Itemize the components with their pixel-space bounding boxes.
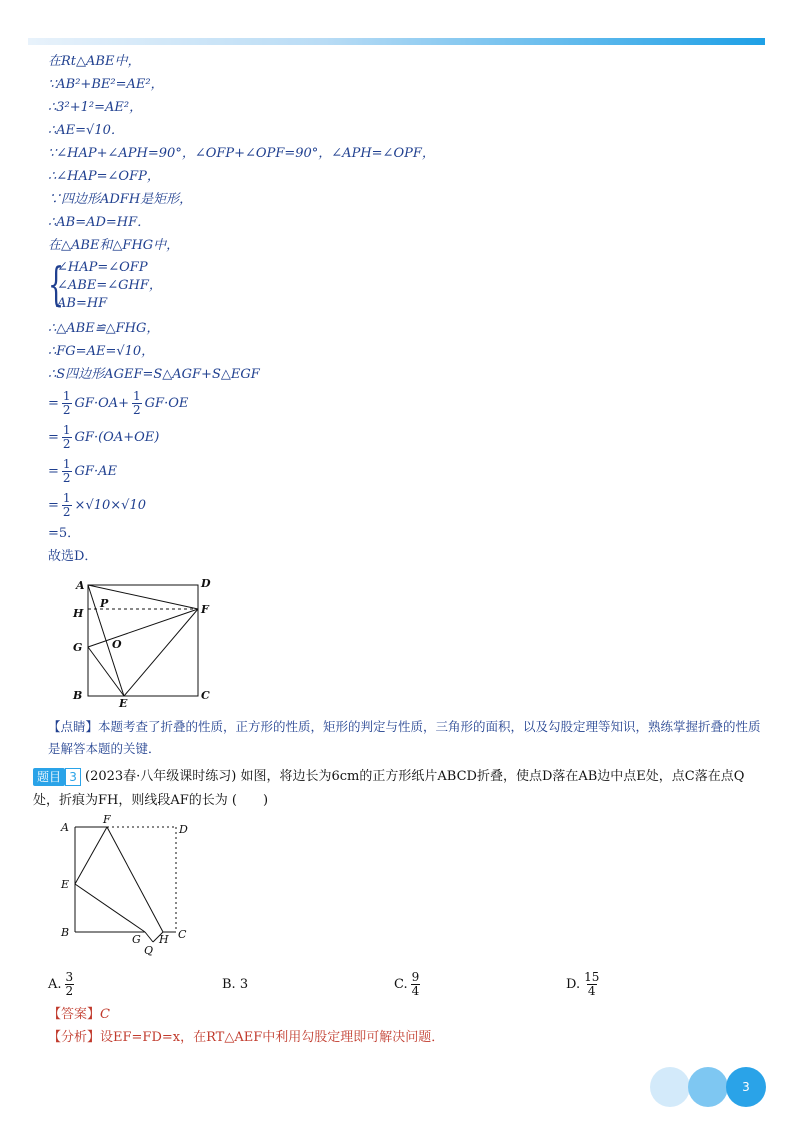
solution-line: ∴∠HAP=∠OFP， [48, 169, 160, 184]
solution-line: ∴S四边形AGEF=S△AGF+S△EGF [48, 367, 260, 382]
question-3 [33, 765, 768, 813]
label-b: B [73, 689, 83, 702]
analysis-tag: 【分析】 [48, 1030, 101, 1045]
question-text: (2023春·八年级课时练习) 如图，将边长为6cm的正方形纸片ABCD折叠，使点D落在AB边中点E处，点C落在点Q处，折痕为FH，则线段AF的长为 ( ) [33, 769, 745, 808]
label-h: H [73, 607, 84, 620]
answer-value: C [100, 1007, 110, 1022]
label-e: E [119, 697, 128, 710]
solution-block [48, 50, 768, 568]
condition-line: ∠ABE=∠GHF， [57, 278, 162, 293]
key-point-note [48, 716, 768, 760]
label-f: F [201, 603, 209, 616]
label-g: G [73, 641, 83, 654]
label-d: D [201, 577, 211, 590]
label-h: H [159, 933, 169, 946]
fraction: $\frac{1}{2}$ [133, 388, 141, 417]
fraction: $\frac{9}{4}$ [411, 969, 420, 998]
label-c: C [178, 928, 187, 941]
label-d: D [179, 823, 188, 836]
solution-line: ∵∠HAP+∠APH=90°，∠OFP+∠OPF=90°，∠APH=∠OPF， [48, 146, 435, 161]
answer-options [48, 966, 768, 1002]
page-footer [650, 1067, 768, 1107]
label-c: C [201, 689, 210, 702]
area-step: = $\frac{1}{2}$ GF·OA+ $\frac{1}{2}$ GF·OE [48, 388, 189, 417]
line-fe [75, 827, 107, 884]
solution-line: ∴△ABE≌△FHG， [48, 321, 160, 336]
fraction: $\frac{1}{2}$ [62, 456, 71, 485]
area-step: = $\frac{1}{2}$ ×√10×√10 [48, 490, 146, 519]
area-step: = $\frac{1}{2}$ GF·(OA+OE) [48, 422, 160, 451]
solution-line: ∴3²+1²=AE²， [48, 100, 143, 115]
option-c[interactable]: C. $\frac{9}{4}$ [394, 969, 420, 998]
solution-line: ∵AB²+BE²=AE²， [48, 77, 164, 92]
figure-square-fold-2 [55, 812, 205, 962]
line-ge [88, 647, 124, 696]
header-gradient-bar [28, 38, 765, 45]
solution-line: ∴FG=AE=√10， [48, 344, 155, 359]
line-fh [107, 827, 163, 932]
label-p: P [100, 597, 109, 610]
question-number: 3 [65, 768, 81, 786]
figure-square-fold-1 [60, 572, 220, 712]
fraction: $\frac{1}{2}$ [62, 490, 71, 519]
answer-line [48, 1004, 110, 1026]
label-e: E [61, 878, 70, 891]
solution-choice: 故选D． [48, 549, 98, 564]
fraction: $\frac{1}{2}$ [62, 388, 71, 417]
label-q: Q [144, 944, 154, 957]
footer-circle-mid [688, 1067, 728, 1107]
condition-line: ∠HAP=∠OFP [57, 260, 148, 275]
question-tag: 题目 [33, 768, 65, 786]
solution-line: ∴AB=AD=HF． [48, 215, 151, 230]
footer-circle-light [650, 1067, 690, 1107]
solution-result: =5． [48, 526, 81, 541]
line-gq [145, 932, 153, 942]
analysis-line [48, 1027, 444, 1049]
fraction: $\frac{1}{2}$ [62, 422, 71, 451]
label-a: A [61, 821, 69, 834]
fraction: $\frac{3}{2}$ [65, 969, 74, 998]
condition-line: AB=HF [57, 296, 108, 311]
note-text: 本题考查了折叠的性质，正方形的性质，矩形的判定与性质，三角形的面积，以及勾股定理等知识，熟练掌握折叠的性质是解答本题的关键． [48, 719, 761, 756]
analysis-text: 设EF=FD=x，在RT△AEF中利用勾股定理即可解决问题． [100, 1030, 445, 1045]
fraction: $\frac{15}{4}$ [584, 969, 600, 998]
area-step: = $\frac{1}{2}$ GF·AE [48, 456, 117, 485]
solution-line: ∵四边形ADFH是矩形， [48, 192, 193, 207]
label-g: G [132, 933, 141, 946]
answer-tag: 【答案】 [48, 1007, 101, 1022]
left-brace: { [48, 257, 65, 311]
line-eg [75, 884, 145, 932]
note-tag: 【点睛】 [48, 719, 99, 734]
label-a: A [76, 579, 85, 592]
solution-line: 在Rt△ABE中， [48, 54, 141, 69]
label-o: O [112, 638, 122, 651]
option-a[interactable]: A. $\frac{3}{2}$ [48, 969, 74, 998]
option-b[interactable]: B. 3 [222, 976, 249, 992]
label-f: F [103, 813, 111, 826]
label-b: B [61, 926, 70, 939]
congruence-conditions [48, 259, 768, 313]
solution-line: ∴AE=√10． [48, 123, 124, 138]
option-d[interactable]: D. $\frac{15}{4}$ [566, 969, 600, 998]
page-number: 3 [726, 1067, 766, 1107]
solution-line: 在△ABE和△FHG中， [48, 238, 180, 253]
